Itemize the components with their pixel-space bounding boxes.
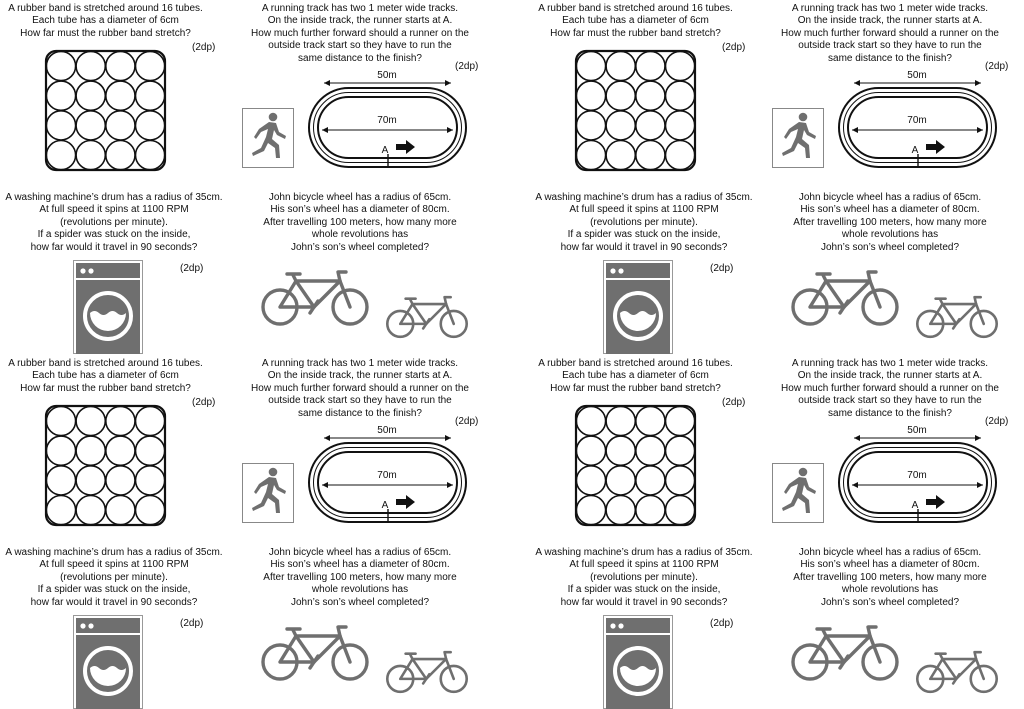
bicycle-question [770,180,1024,354]
tube-circle [666,436,695,465]
rubber-band-question [530,355,758,535]
marks-label: (2dp) [985,61,1009,72]
tube-circle [106,466,135,495]
tube-circle [666,81,695,110]
arrow-icon [926,140,945,154]
tube-bundle-icon [44,49,168,173]
worksheet-bottom-right [530,355,1024,709]
washing-machine-icon [603,615,673,709]
track-diagram [306,68,506,178]
marks-label: (2dp) [710,618,734,629]
tube-circle [606,141,635,170]
question-text: A rubber band is stretched around 16 tubes. Each tube has a diameter of 6cm How far must the rubber band stretch? [8,358,203,394]
runner-icon [242,108,294,168]
tube-bundle-icon [574,49,698,173]
tube-circle [136,406,165,435]
bicycle-icon [385,293,469,341]
tube-bundle-icon [44,404,168,528]
tube-circle [606,466,635,495]
question-text: A running track has two 1 meter wide tracks. On the inside track, the runner starts at A. How much further forward should a runner on the outside track start so they have to run the same distance to the finish? [781,3,999,64]
washing-machine-question [530,535,758,709]
arrow-icon [396,140,415,154]
bicycle-icon [790,622,900,684]
tube-circle [46,466,75,495]
question-text: John bicycle wheel has a radius of 65cm. His son’s wheel has a diameter of 80cm. After travelling 100 meters, how many more whole revolutions has John’s son’s wheel completed? [793,547,987,608]
worksheet-top-right [530,0,1024,354]
running-track-question [240,0,528,180]
inner-length-label: 70m [907,470,927,481]
bicycle-icon [385,648,469,696]
worksheet-top-left [0,0,528,354]
tube-circle [76,81,105,110]
tube-circle [106,436,135,465]
tube-circle [46,51,75,80]
tube-circle [666,496,695,525]
tube-circle [136,436,165,465]
tube-circle [636,51,665,80]
track-length-label: 50m [377,70,397,81]
track-diagram [306,423,506,533]
tube-circle [106,406,135,435]
marks-label: (2dp) [192,397,216,408]
tube-circle [636,111,665,140]
runner-icon [772,108,824,168]
tube-circle [106,81,135,110]
tube-circle [136,111,165,140]
washing-machine-question [0,535,228,709]
tube-circle [576,466,605,495]
question-text: John bicycle wheel has a radius of 65cm. His son’s wheel has a diameter of 80cm. After travelling 100 meters, how many more whole revolutions has John’s son’s wheel completed? [793,192,987,253]
question-text: A washing machine’s drum has a radius of 35cm. At full speed it spins at 1100 RPM (revolutions per minute). If a spider was stuck on the inside, how far would it travel in 90 seconds? [5,192,223,253]
tube-circle [576,496,605,525]
rubber-band-question [0,0,228,180]
running-track-question [240,355,528,535]
tube-circle [606,406,635,435]
rubber-band-question [0,355,228,535]
question-text: A running track has two 1 meter wide tracks. On the inside track, the runner starts at A. How much further forward should a runner on the outside track start so they have to run the same distance to the finish? [251,3,469,64]
bicycle-icon [260,622,370,684]
arrow-icon [926,495,945,509]
bicycle-question [240,535,528,709]
start-label: A [381,500,389,511]
tube-circle [606,111,635,140]
tube-circle [636,436,665,465]
tube-circle [136,141,165,170]
marks-label: (2dp) [192,42,216,53]
bicycle-question [770,535,1024,709]
tube-circle [46,436,75,465]
marks-label: (2dp) [455,61,479,72]
question-text: John bicycle wheel has a radius of 65cm. His son’s wheel has a diameter of 80cm. After travelling 100 meters, how many more whole revolutions has John’s son’s wheel completed? [263,547,457,608]
tube-circle [136,51,165,80]
tube-circle [136,81,165,110]
tube-circle [636,81,665,110]
tube-circle [576,51,605,80]
tube-circle [576,406,605,435]
tube-circle [46,406,75,435]
track-diagram [836,68,1024,178]
runner-icon [242,463,294,523]
tube-circle [106,111,135,140]
tube-circle [106,51,135,80]
tube-circle [606,436,635,465]
bicycle-icon [915,648,999,696]
bicycle-icon [915,293,999,341]
running-track-question [770,355,1024,535]
washing-machine-icon [73,615,143,709]
tube-circle [76,466,105,495]
tube-circle [46,141,75,170]
tube-circle [46,496,75,525]
tube-circle [576,111,605,140]
track-length-label: 50m [907,70,927,81]
tube-circle [76,406,105,435]
tube-circle [576,436,605,465]
tube-circle [136,496,165,525]
start-label: A [911,145,919,156]
tube-circle [576,81,605,110]
runner-icon [772,463,824,523]
washing-machine-icon [73,260,143,354]
inner-length-label: 70m [377,470,397,481]
marks-label: (2dp) [455,416,479,427]
tube-circle [606,496,635,525]
tube-circle [666,141,695,170]
tube-circle [636,466,665,495]
track-length-label: 50m [377,425,397,436]
tube-circle [46,81,75,110]
question-text: A rubber band is stretched around 16 tubes. Each tube has a diameter of 6cm How far must the rubber band stretch? [538,3,733,39]
marks-label: (2dp) [722,42,746,53]
rubber-band-question [530,0,758,180]
tube-circle [106,141,135,170]
tube-circle [606,81,635,110]
tube-circle [666,51,695,80]
washing-machine-question [0,180,228,354]
worksheet-bottom-left [0,355,528,709]
question-text: A washing machine’s drum has a radius of 35cm. At full speed it spins at 1100 RPM (revolutions per minute). If a spider was stuck on the inside, how far would it travel in 90 seconds? [5,547,223,608]
tube-circle [666,466,695,495]
start-label: A [911,500,919,511]
start-label: A [381,145,389,156]
bicycle-icon [790,267,900,329]
question-text: A rubber band is stretched around 16 tubes. Each tube has a diameter of 6cm How far must the rubber band stretch? [8,3,203,39]
question-text: A running track has two 1 meter wide tracks. On the inside track, the runner starts at A. How much further forward should a runner on the outside track start so they have to run the same distance to the finish? [781,358,999,419]
bicycle-icon [260,267,370,329]
tube-circle [666,111,695,140]
tube-bundle-icon [574,404,698,528]
question-text: A washing machine’s drum has a radius of 35cm. At full speed it spins at 1100 RPM (revolutions per minute). If a spider was stuck on the inside, how far would it travel in 90 seconds? [535,547,753,608]
tube-circle [666,406,695,435]
tube-circle [76,496,105,525]
marks-label: (2dp) [180,263,204,274]
marks-label: (2dp) [710,263,734,274]
arrow-icon [396,495,415,509]
tube-circle [636,406,665,435]
tube-circle [136,466,165,495]
track-diagram [836,423,1024,533]
tube-circle [76,51,105,80]
tube-circle [76,436,105,465]
tube-circle [76,111,105,140]
tube-circle [636,141,665,170]
marks-label: (2dp) [722,397,746,408]
running-track-question [770,0,1024,180]
question-text: John bicycle wheel has a radius of 65cm. His son’s wheel has a diameter of 80cm. After travelling 100 meters, how many more whole revolutions has John’s son’s wheel completed? [263,192,457,253]
track-length-label: 50m [907,425,927,436]
inner-length-label: 70m [377,115,397,126]
marks-label: (2dp) [985,416,1009,427]
inner-length-label: 70m [907,115,927,126]
washing-machine-question [530,180,758,354]
tube-circle [636,496,665,525]
bicycle-question [240,180,528,354]
marks-label: (2dp) [180,618,204,629]
tube-circle [576,141,605,170]
tube-circle [76,141,105,170]
washing-machine-icon [603,260,673,354]
tube-circle [606,51,635,80]
question-text: A washing machine’s drum has a radius of 35cm. At full speed it spins at 1100 RPM (revolutions per minute). If a spider was stuck on the inside, how far would it travel in 90 seconds? [535,192,753,253]
question-text: A running track has two 1 meter wide tracks. On the inside track, the runner starts at A. How much further forward should a runner on the outside track start so they have to run the same distance to the finish? [251,358,469,419]
tube-circle [106,496,135,525]
question-text: A rubber band is stretched around 16 tubes. Each tube has a diameter of 6cm How far must the rubber band stretch? [538,358,733,394]
tube-circle [46,111,75,140]
